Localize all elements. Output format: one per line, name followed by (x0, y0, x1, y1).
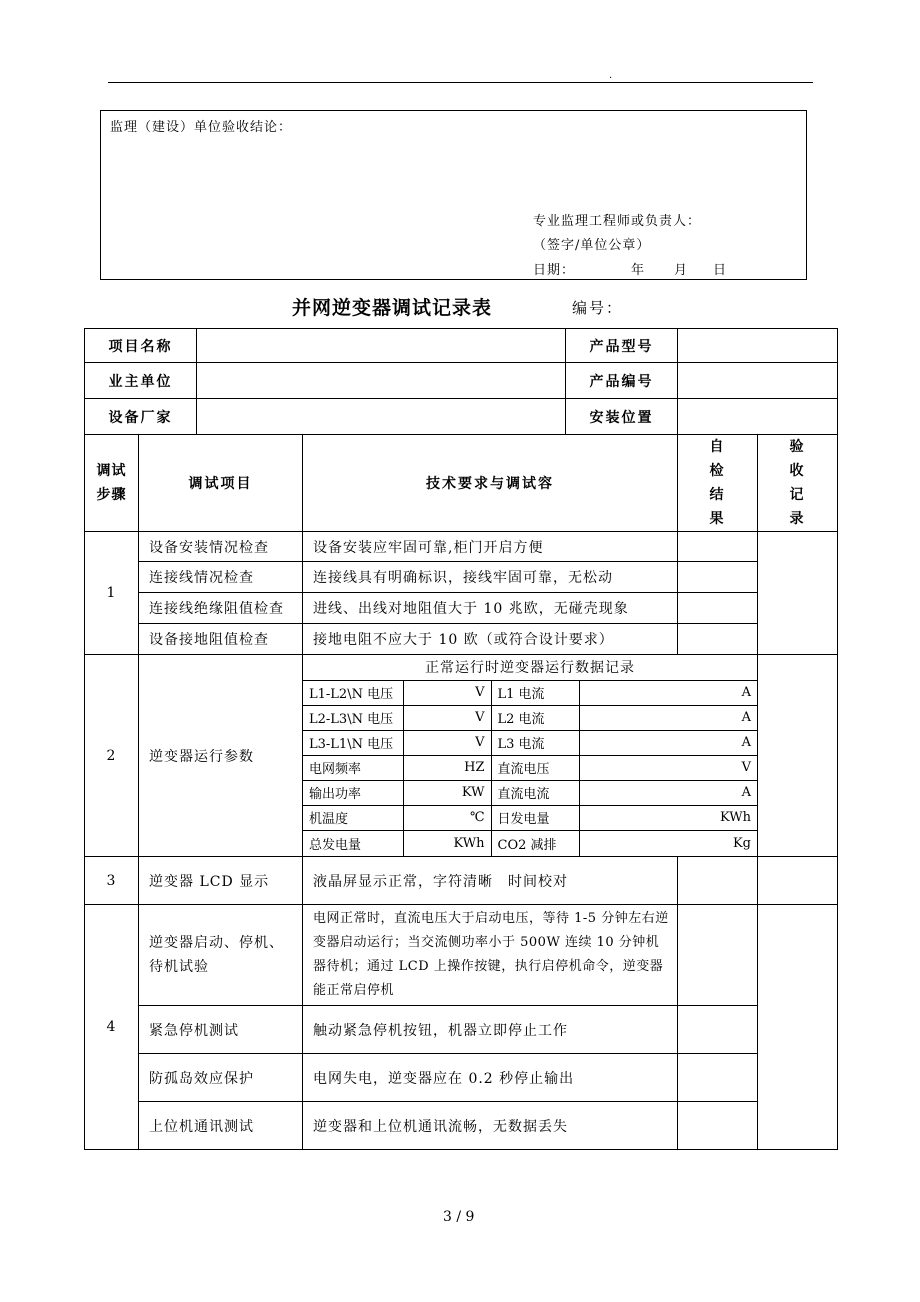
col-self-check-header: 自检结果 (678, 435, 758, 532)
step-4-req-1: 电网正常时，直流电压大于启动电压，等待 1-5 分钟左右逆变器启动运行；当交流侧功率小于 500W 连续 10 分钟机器待机；通过 LCD 上操作按键，执行启停机命令，逆变器能正常启停机 (303, 905, 678, 1006)
debug-record-table (84, 434, 838, 1150)
step-3-number: 3 (85, 857, 139, 905)
step-1-req-1: 设备安装应牢固可靠,柜门开启方便 (303, 532, 678, 562)
param-label: 机温度 (303, 805, 403, 830)
col-step-header: 调试步骤 (85, 435, 139, 532)
form-title: 并网逆变器调试记录表 (292, 297, 493, 319)
param-value-unit[interactable]: A (579, 780, 757, 805)
step-1-item-3: 连接线绝缘阻值检查 (139, 593, 303, 624)
param-label: L3-L1\N 电压 (303, 730, 403, 755)
install-location-label: 安装位置 (566, 399, 678, 435)
step-3-item: 逆变器 LCD 显示 (139, 857, 303, 905)
install-location-field[interactable] (678, 399, 838, 435)
step-2-item: 逆变器运行参数 (139, 655, 303, 857)
engineer-label: 专业监理工程师或负责人： (533, 214, 702, 229)
self-check-cell[interactable] (678, 593, 758, 624)
param-value-unit[interactable]: KWh (403, 830, 491, 856)
param-label: 电网频率 (303, 755, 403, 780)
param-label: L2 电流 (491, 705, 579, 730)
product-model-label: 产品型号 (566, 329, 678, 363)
param-label: 总发电量 (303, 830, 403, 856)
step-1-item-4: 设备接地阻值检查 (139, 624, 303, 655)
param-value-unit[interactable]: Kg (579, 830, 757, 856)
param-value-unit[interactable]: A (579, 730, 757, 755)
self-check-cell[interactable] (678, 857, 758, 905)
param-label: L1 电流 (491, 680, 579, 705)
supervision-conclusion-box (100, 110, 807, 280)
self-check-cell[interactable] (678, 1006, 758, 1054)
run-data-title: 正常运行时逆变器运行数据记录 (303, 655, 757, 680)
date-label: 日期： (533, 263, 576, 278)
project-info-table (84, 328, 838, 435)
step-4-req-3: 电网失电，逆变器应在 0.2 秒停止输出 (303, 1054, 678, 1102)
product-number-label: 产品编号 (566, 363, 678, 399)
col-requirement-header: 技术要求与调试容 (303, 435, 678, 532)
param-value-unit[interactable]: KW (403, 780, 491, 805)
manufacturer-field[interactable] (197, 399, 566, 435)
param-label: 直流电流 (491, 780, 579, 805)
sign-label: （签字/单位公章） (533, 238, 651, 253)
param-value-unit[interactable]: A (579, 705, 757, 730)
step-2-number: 2 (85, 655, 139, 857)
project-name-label: 项目名称 (85, 329, 197, 363)
serial-label: 编号： (572, 299, 624, 317)
step-4-item-3: 防孤岛效应保护 (139, 1054, 303, 1102)
run-data-grid (303, 655, 757, 856)
project-name-field[interactable] (197, 329, 566, 363)
self-check-cell[interactable] (678, 1102, 758, 1150)
param-value-unit[interactable]: KWh (579, 805, 757, 830)
step-4-item-1: 逆变器启动、停机、待机试验 (139, 905, 303, 1006)
date-day: 日 (713, 263, 728, 278)
step-4-req-4: 逆变器和上位机通讯流畅，无数据丢失 (303, 1102, 678, 1150)
param-label: L1-L2\N 电压 (303, 680, 403, 705)
param-value-unit[interactable]: V (403, 705, 491, 730)
step-1-req-2: 连接线具有明确标识，接线牢固可靠，无松动 (303, 562, 678, 593)
date-month: 月 (674, 263, 689, 278)
param-label: 直流电压 (491, 755, 579, 780)
owner-unit-label: 业主单位 (85, 363, 197, 399)
param-value-unit[interactable]: ℃ (403, 805, 491, 830)
header-dot: . (609, 70, 613, 81)
acceptance-cell-step-1[interactable] (758, 532, 838, 655)
param-label: L2-L3\N 电压 (303, 705, 403, 730)
self-check-cell[interactable] (678, 532, 758, 562)
step-1-item-1: 设备安装情况检查 (139, 532, 303, 562)
page-number: 3 / 9 (443, 1209, 475, 1225)
param-label: CO2 减排 (491, 830, 579, 856)
step-4-number: 4 (85, 905, 139, 1150)
product-model-field[interactable] (678, 329, 838, 363)
date-year: 年 (631, 263, 646, 278)
param-value-unit[interactable]: V (403, 680, 491, 705)
owner-unit-field[interactable] (197, 363, 566, 399)
col-acceptance-header: 验收记录 (758, 435, 838, 532)
step-1-req-3: 进线、出线对地阻值大于 10 兆欧，无碰壳现象 (303, 593, 678, 624)
step-3-req: 液晶屏显示正常，字符清晰 时间校对 (303, 857, 678, 905)
acceptance-cell-step-3[interactable] (758, 857, 838, 905)
manufacturer-label: 设备厂家 (85, 399, 197, 435)
conclusion-label: 监理（建设）单位验收结论： (110, 120, 293, 135)
product-number-field[interactable] (678, 363, 838, 399)
self-check-cell[interactable] (678, 905, 758, 1006)
param-label: L3 电流 (491, 730, 579, 755)
param-value-unit[interactable]: HZ (403, 755, 491, 780)
param-label: 日发电量 (491, 805, 579, 830)
param-label: 输出功率 (303, 780, 403, 805)
step-4-item-2: 紧急停机测试 (139, 1006, 303, 1054)
step-1-req-4: 接地电阻不应大于 10 欧（或符合设计要求） (303, 624, 678, 655)
self-check-cell[interactable] (678, 1054, 758, 1102)
param-value-unit[interactable]: A (579, 680, 757, 705)
self-check-cell[interactable] (678, 624, 758, 655)
header-rule (108, 82, 813, 83)
step-1-number: 1 (85, 532, 139, 655)
col-item-header: 调试项目 (139, 435, 303, 532)
step-4-item-4: 上位机通讯测试 (139, 1102, 303, 1150)
self-check-cell[interactable] (678, 562, 758, 593)
step-1-item-2: 连接线情况检查 (139, 562, 303, 593)
acceptance-cell-step-2[interactable] (758, 655, 838, 857)
acceptance-cell-step-4[interactable] (758, 905, 838, 1150)
run-data-grid-cell (303, 655, 758, 857)
step-4-req-2: 触动紧急停机按钮，机器立即停止工作 (303, 1006, 678, 1054)
param-value-unit[interactable]: V (579, 755, 757, 780)
param-value-unit[interactable]: V (403, 730, 491, 755)
